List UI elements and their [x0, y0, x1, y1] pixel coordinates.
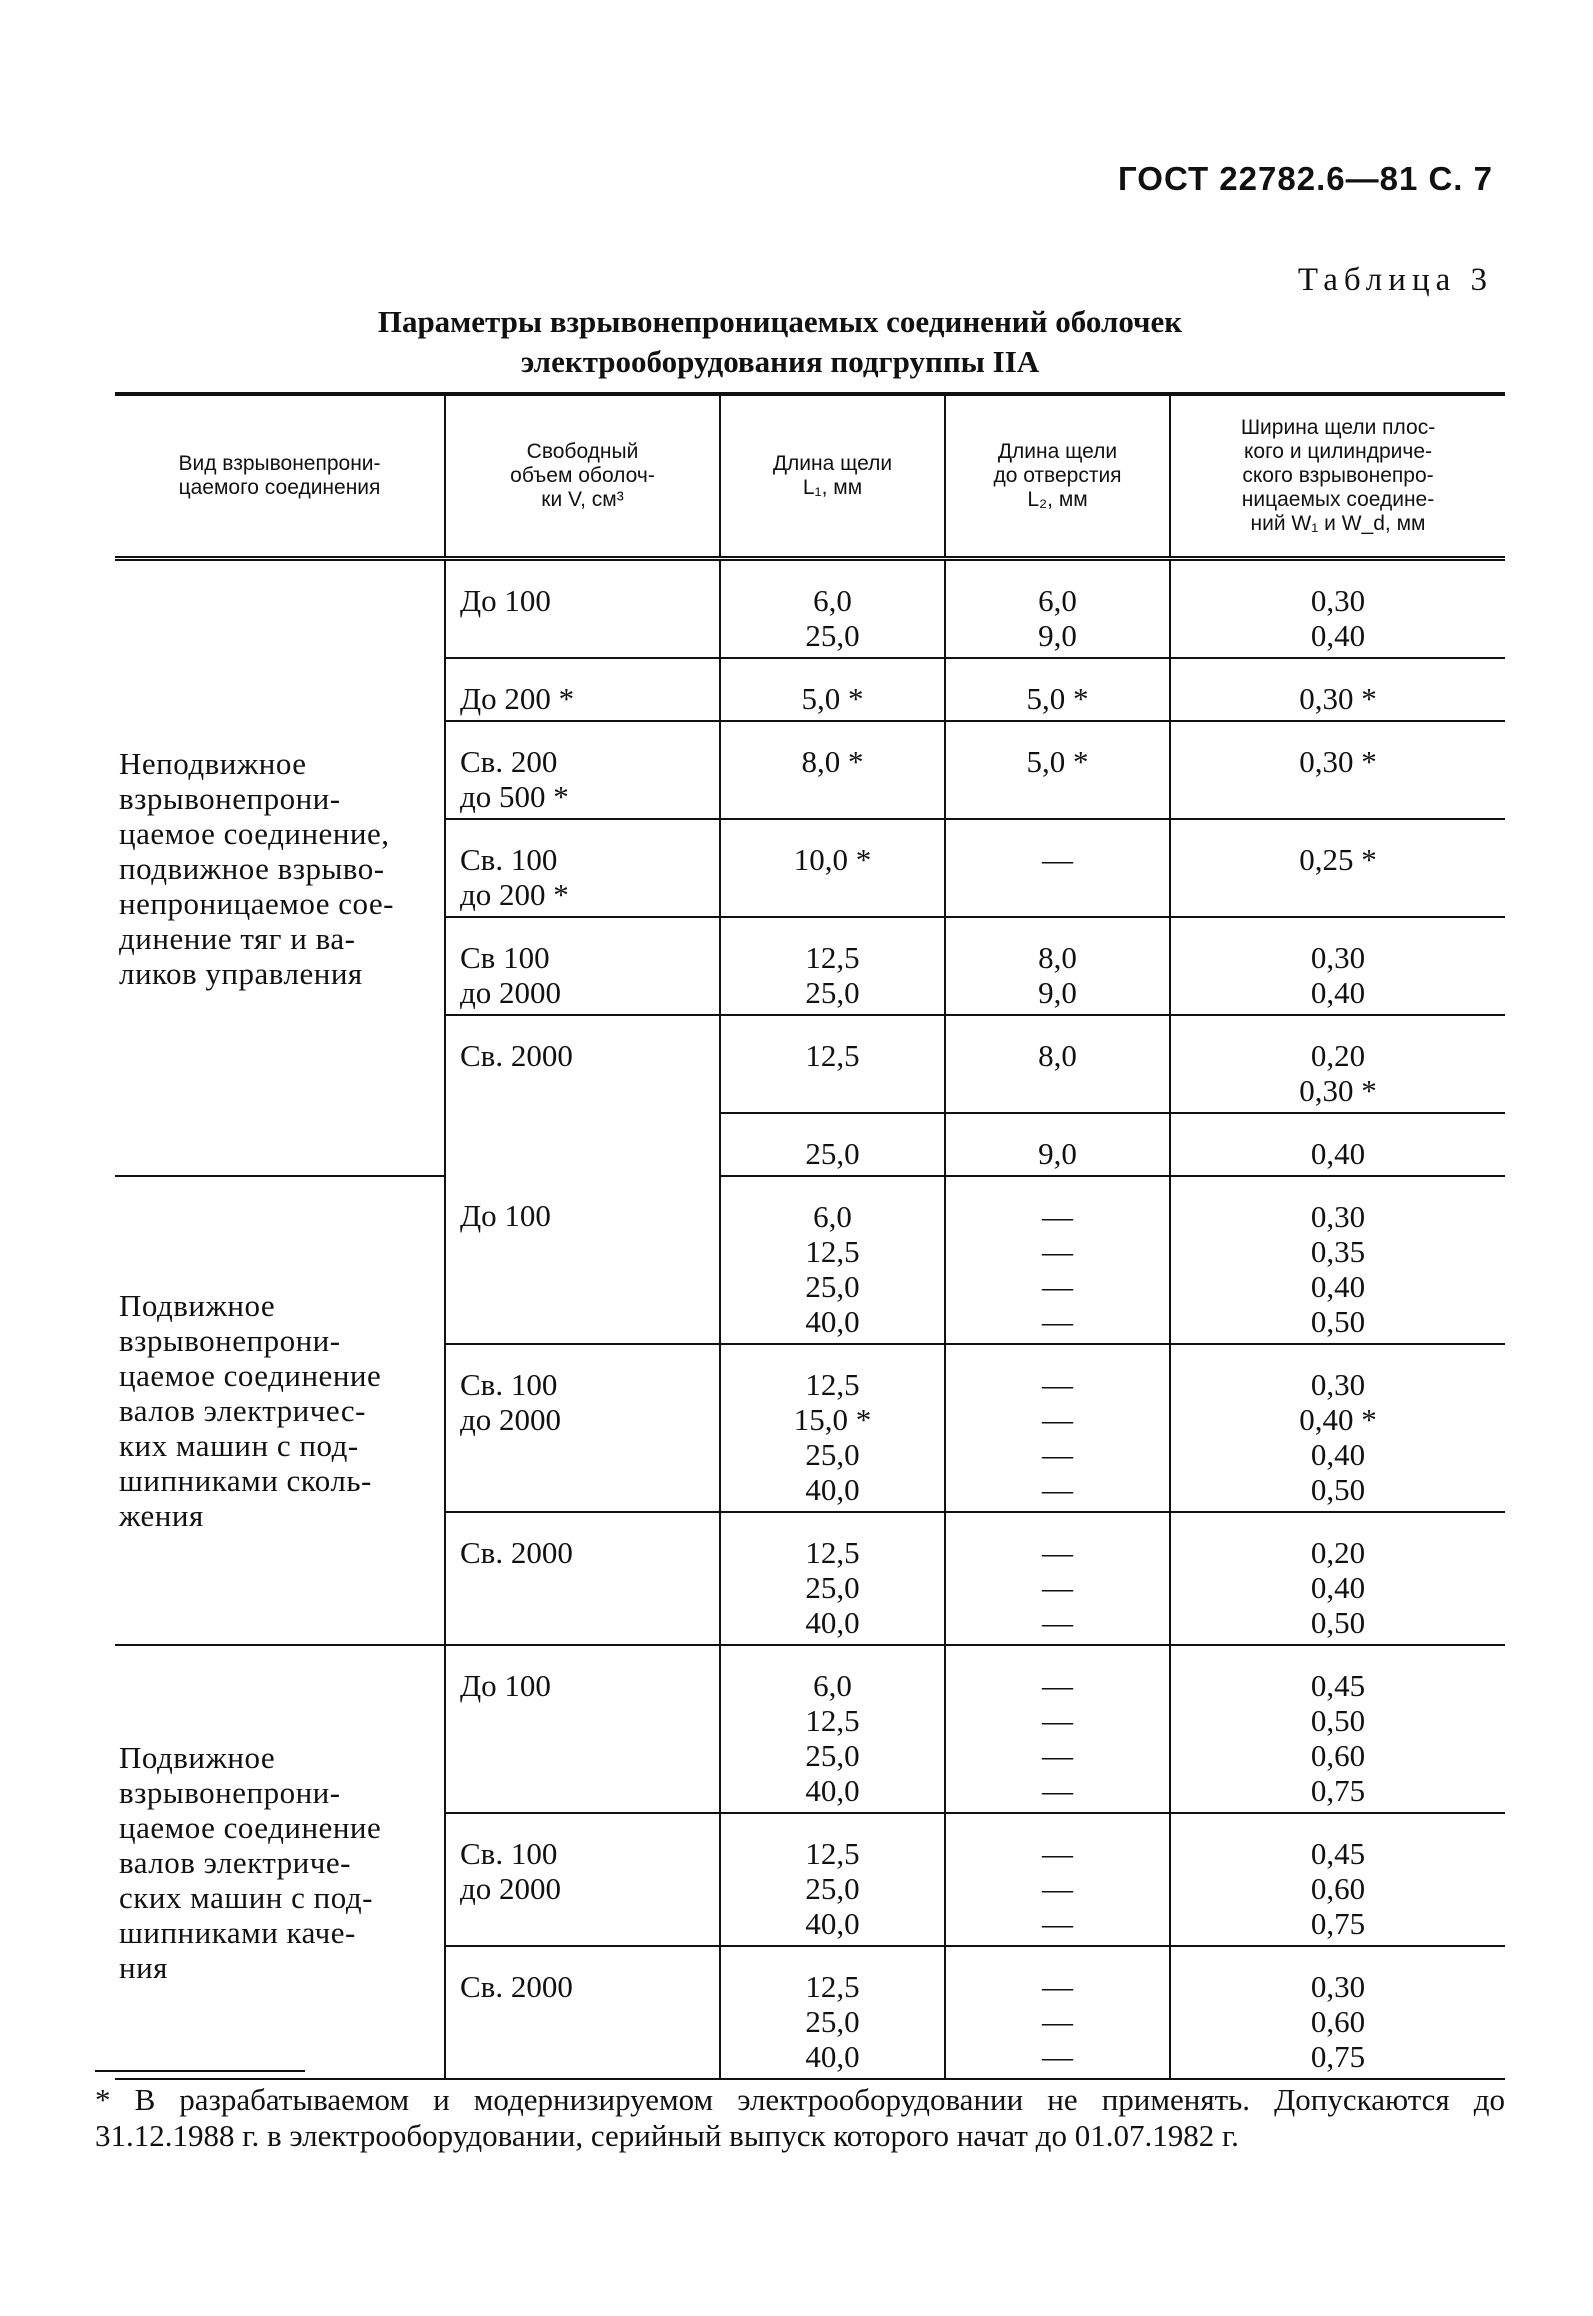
- text-line: 12,5: [805, 940, 860, 975]
- text-line: 5,0 *: [1026, 681, 1089, 716]
- text-line: 0,30: [1310, 940, 1366, 975]
- text-line: 6,0: [813, 1668, 852, 1703]
- text-line: Св. 100: [460, 1367, 558, 1402]
- text-line: —: [1042, 1773, 1073, 1808]
- table-row: [115, 559, 1505, 659]
- table-title: [280, 302, 1280, 382]
- gap-width-cell: [1170, 1113, 1505, 1176]
- text-line: 40,0: [805, 1605, 860, 1640]
- text-line: 40,0: [805, 1773, 860, 1808]
- text-line: 40,0: [805, 1472, 860, 1507]
- text-line: 5,0 *: [1026, 744, 1089, 779]
- gap-length-l2-cell: [945, 917, 1170, 1015]
- text-line: 0,20: [1310, 1535, 1366, 1570]
- table-label: Таблица 3: [1297, 262, 1493, 298]
- text-line: Св. 100: [460, 1836, 558, 1871]
- text-line: Ширина щели плос-: [1240, 416, 1436, 439]
- text-line: подвижное взрыво-: [119, 850, 385, 886]
- gap-width-cell: [1170, 1176, 1505, 1344]
- text-line: 0,40: [1310, 1136, 1366, 1171]
- text-line: цаемое соединение,: [119, 815, 390, 851]
- gap-length-l1-cell: [720, 559, 945, 659]
- text-line: 0,30: [1310, 1969, 1366, 2004]
- text-line: шипниками каче-: [119, 1914, 356, 1950]
- text-line: 12,5: [805, 1836, 860, 1871]
- text-line: 0,40: [1310, 1437, 1366, 1472]
- text-line: До 100: [460, 1668, 551, 1703]
- text-line: 0,30: [1310, 1199, 1366, 1234]
- text-line: 0,40: [1310, 1269, 1366, 1304]
- parameters-table: [115, 392, 1505, 2080]
- text-line: 25,0: [805, 618, 860, 653]
- text-line: 9,0: [1038, 618, 1077, 653]
- text-line: до 200 *: [460, 877, 569, 912]
- text-line: 0,50: [1310, 1605, 1366, 1640]
- free-volume-cell: [445, 559, 720, 659]
- free-volume-cell: [445, 1946, 720, 2079]
- text-line: 0,40: [1310, 618, 1366, 653]
- header-gap-length-l2: [945, 394, 1170, 559]
- text-line: 0,45: [1310, 1836, 1366, 1871]
- text-line: 25,0: [805, 1269, 860, 1304]
- free-volume-cell: [445, 917, 720, 1015]
- footnote: * В разрабатываемом и модернизируемом электрооборудовании не применять. Допускаются до 31.12.1988 г. в электрооборудовании, серийный выпуск которого начат до 01.07.1982 г.: [95, 2082, 1505, 2153]
- text-line: 25,0: [805, 2004, 860, 2039]
- gap-width-cell: [1170, 1512, 1505, 1645]
- free-volume-cell: [445, 1645, 720, 1813]
- text-line: Св. 2000: [460, 1969, 573, 2004]
- text-line: 6,0: [813, 1199, 852, 1234]
- table-body: [115, 559, 1505, 2080]
- text-line: кого и цилиндриче-: [1244, 440, 1432, 463]
- text-line: 12,5: [805, 1367, 860, 1402]
- text-line: Свободный: [526, 440, 639, 463]
- gap-width-cell: [1170, 1015, 1505, 1113]
- text-line: 25,0: [805, 975, 860, 1010]
- text-line: ких машин с под-: [119, 1428, 359, 1463]
- text-line: 0,40 *: [1299, 1402, 1377, 1437]
- text-line: 12,5: [805, 1969, 860, 2004]
- text-line: 0,75: [1310, 1773, 1366, 1808]
- text-line: шипниками сколь-: [119, 1463, 372, 1498]
- gap-length-l2-cell: [945, 658, 1170, 721]
- text-line: Неподвижное: [119, 745, 307, 781]
- text-line: До 100: [460, 1198, 551, 1233]
- text-line: динение тяг и ва-: [119, 920, 356, 956]
- text-line: —: [1042, 1234, 1073, 1269]
- table-title-line-1: Параметры взрывонепроницаемых соединений оболочек: [377, 304, 1183, 339]
- text-line: Вид взрывонепрони-: [178, 452, 381, 475]
- text-line: 0,30: [1310, 583, 1366, 618]
- text-line: 6,0: [813, 583, 852, 618]
- text-line: 25,0: [805, 1871, 860, 1906]
- text-line: 9,0: [1038, 1136, 1077, 1171]
- free-volume-cell: [445, 1344, 720, 1512]
- page-header: ГОСТ 22782.6—81 С. 7: [1118, 160, 1493, 197]
- gap-width-cell: [1170, 559, 1505, 659]
- text-line: 0,45: [1310, 1668, 1366, 1703]
- gap-width-cell: [1170, 721, 1505, 819]
- text-line: —: [1042, 1605, 1073, 1640]
- gap-length-l1-cell: [720, 1946, 945, 2079]
- text-line: Св 100: [460, 940, 550, 975]
- text-line: —: [1042, 1367, 1073, 1402]
- text-line: 9,0: [1038, 975, 1077, 1010]
- gap-length-l2-cell: [945, 1946, 1170, 2079]
- free-volume-cell: [445, 1813, 720, 1946]
- gap-length-l1-cell: [720, 1645, 945, 1813]
- text-line: 25,0: [805, 1136, 860, 1171]
- text-line: ний W₁ и W_d, мм: [1250, 512, 1426, 535]
- text-line: —: [1042, 842, 1073, 877]
- table-row: [115, 1645, 1505, 1813]
- text-line: 40,0: [805, 1304, 860, 1339]
- text-line: Св. 200: [460, 744, 558, 779]
- text-line: цаемое соединение: [119, 1358, 382, 1393]
- text-line: объем оболоч-: [510, 464, 655, 487]
- text-line: 0,40: [1310, 975, 1366, 1010]
- text-line: ского взрывонепро-: [1242, 464, 1434, 487]
- text-line: 0,60: [1310, 2004, 1366, 2039]
- gap-length-l2-cell: [945, 1015, 1170, 1113]
- text-line: непроницаемое сое-: [119, 885, 394, 921]
- text-line: —: [1042, 2004, 1073, 2039]
- header-gap-width: [1170, 394, 1505, 559]
- free-volume-cell: [445, 819, 720, 917]
- text-line: 0,30: [1310, 1367, 1366, 1402]
- text-line: 0,75: [1310, 1906, 1366, 1941]
- text-line: До 200 *: [460, 681, 575, 716]
- text-line: Св. 100: [460, 842, 558, 877]
- text-line: 0,20: [1310, 1038, 1366, 1073]
- text-line: 6,0: [1038, 583, 1077, 618]
- text-line: —: [1042, 1437, 1073, 1472]
- text-line: —: [1042, 1570, 1073, 1605]
- text-line: 0,30 *: [1299, 681, 1377, 716]
- gap-length-l1-cell: [720, 917, 945, 1015]
- text-line: Подвижное: [119, 1288, 276, 1323]
- text-line: —: [1042, 1199, 1073, 1234]
- header-free-volume: [445, 394, 720, 559]
- text-line: 0,75: [1310, 2039, 1366, 2074]
- gap-length-l1-cell: [720, 1512, 945, 1645]
- text-line: До 100: [460, 583, 551, 618]
- table-row: [115, 1176, 1505, 1344]
- text-line: 0,30 *: [1299, 744, 1377, 779]
- text-line: жения: [119, 1498, 204, 1533]
- connection-type-cell: [115, 1645, 445, 2079]
- gap-length-l2-cell: [945, 721, 1170, 819]
- gap-length-l2-cell: [945, 819, 1170, 917]
- free-volume-cell: [445, 721, 720, 819]
- text-line: 12,5: [805, 1234, 860, 1269]
- table-header-row: [115, 394, 1505, 559]
- text-line: взрывонепрони-: [119, 780, 341, 816]
- text-line: 0,60: [1310, 1871, 1366, 1906]
- text-line: ния: [119, 1949, 168, 1985]
- header-gap-length-l1: [720, 394, 945, 559]
- text-line: ки V, см³: [541, 488, 624, 511]
- text-line: валов электриче-: [119, 1844, 351, 1880]
- text-line: —: [1042, 1472, 1073, 1507]
- text-line: взрывонепрони-: [119, 1774, 341, 1810]
- text-line: L₁, мм: [802, 476, 863, 499]
- text-line: —: [1042, 1402, 1073, 1437]
- gap-length-l1-cell: [720, 819, 945, 917]
- gap-length-l2-cell: [945, 1813, 1170, 1946]
- gap-length-l2-cell: [945, 1645, 1170, 1813]
- text-line: —: [1042, 1738, 1073, 1773]
- text-line: Св. 2000: [460, 1038, 573, 1073]
- free-volume-cell: [445, 1113, 720, 1176]
- gap-length-l1-cell: [720, 1176, 945, 1344]
- text-line: 0,50: [1310, 1304, 1366, 1339]
- text-line: —: [1042, 1668, 1073, 1703]
- text-line: Св. 2000: [460, 1535, 573, 1570]
- gap-width-cell: [1170, 917, 1505, 1015]
- text-line: 25,0: [805, 1437, 860, 1472]
- gap-length-l1-cell: [720, 1344, 945, 1512]
- text-line: 5,0 *: [801, 681, 864, 716]
- text-line: L₂, мм: [1027, 488, 1088, 511]
- text-line: 40,0: [805, 2039, 860, 2074]
- text-line: до 500 *: [460, 779, 569, 814]
- gap-length-l2-cell: [945, 559, 1170, 659]
- gap-length-l1-cell: [720, 1113, 945, 1176]
- gap-length-l1-cell: [720, 658, 945, 721]
- text-line: 40,0: [805, 1906, 860, 1941]
- text-line: 25,0: [805, 1738, 860, 1773]
- text-line: —: [1042, 1703, 1073, 1738]
- text-line: Длина щели: [772, 452, 893, 475]
- text-line: 0,25 *: [1299, 842, 1377, 877]
- text-line: 12,5: [805, 1038, 860, 1073]
- text-line: —: [1042, 1969, 1073, 2004]
- text-line: цаемого соединения: [178, 476, 381, 499]
- footnote-divider: [95, 2070, 305, 2072]
- text-line: до 2000: [460, 975, 562, 1010]
- gap-width-cell: [1170, 1344, 1505, 1512]
- text-line: валов электричес-: [119, 1393, 366, 1428]
- text-line: 0,50: [1310, 1472, 1366, 1507]
- text-line: 12,5: [805, 1535, 860, 1570]
- gap-width-cell: [1170, 1946, 1505, 2079]
- gap-length-l2-cell: [945, 1512, 1170, 1645]
- text-line: 0,40: [1310, 1570, 1366, 1605]
- text-line: 10,0 *: [793, 842, 872, 877]
- free-volume-cell: [445, 1512, 720, 1645]
- text-line: ских машин с под-: [119, 1879, 373, 1915]
- gap-length-l2-cell: [945, 1176, 1170, 1344]
- header-connection-type: [115, 394, 445, 559]
- text-line: 12,5: [805, 1703, 860, 1738]
- text-line: 8,0: [1038, 1038, 1077, 1073]
- gap-length-l1-cell: [720, 721, 945, 819]
- gap-width-cell: [1170, 658, 1505, 721]
- text-line: Подвижное: [119, 1739, 276, 1775]
- text-line: взрывонепрони-: [119, 1323, 341, 1358]
- text-line: 0,60: [1310, 1738, 1366, 1773]
- text-line: —: [1042, 1304, 1073, 1339]
- text-line: 0,50: [1310, 1703, 1366, 1738]
- text-line: цаемое соединение: [119, 1809, 382, 1845]
- text-line: до 2000: [460, 1871, 562, 1906]
- gap-length-l2-cell: [945, 1344, 1170, 1512]
- text-line: Длина щели: [997, 440, 1118, 463]
- text-line: 8,0 *: [801, 744, 864, 779]
- connection-type-cell: [115, 1176, 445, 1645]
- text-line: 0,30 *: [1299, 1073, 1377, 1108]
- text-line: ликов управления: [119, 955, 363, 991]
- text-line: 0,35: [1310, 1234, 1366, 1269]
- text-line: до отверстия: [993, 464, 1122, 487]
- free-volume-cell: [445, 1015, 720, 1113]
- text-line: —: [1042, 1906, 1073, 1941]
- text-line: 25,0: [805, 1570, 860, 1605]
- table-title-line-2: электрооборудования подгруппы IIA: [520, 344, 1040, 379]
- text-line: —: [1042, 1836, 1073, 1871]
- text-line: —: [1042, 1871, 1073, 1906]
- text-line: —: [1042, 1535, 1073, 1570]
- gap-length-l1-cell: [720, 1015, 945, 1113]
- text-line: —: [1042, 1269, 1073, 1304]
- text-line: —: [1042, 2039, 1073, 2074]
- text-line: 15,0 *: [793, 1402, 872, 1437]
- text-line: ницаемых соедине-: [1241, 488, 1435, 511]
- gap-length-l1-cell: [720, 1813, 945, 1946]
- gap-width-cell: [1170, 1645, 1505, 1813]
- gap-width-cell: [1170, 819, 1505, 917]
- gap-width-cell: [1170, 1813, 1505, 1946]
- gap-length-l2-cell: [945, 1113, 1170, 1176]
- text-line: до 2000: [460, 1402, 562, 1437]
- connection-type-cell: [115, 559, 445, 1177]
- free-volume-cell: [445, 1176, 720, 1344]
- text-line: 8,0: [1038, 940, 1077, 975]
- free-volume-cell: [445, 658, 720, 721]
